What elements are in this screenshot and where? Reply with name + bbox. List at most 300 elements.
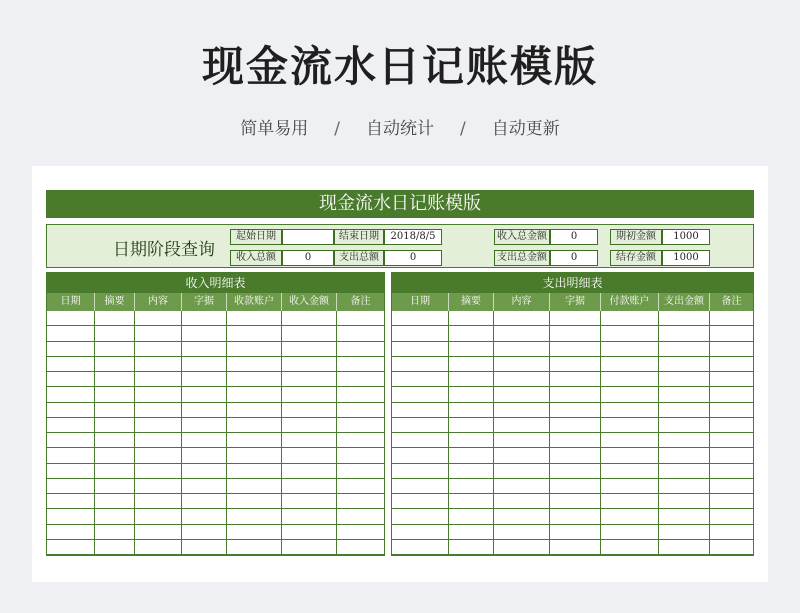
table-cell[interactable] — [227, 372, 282, 386]
table-row — [47, 540, 384, 555]
table-cell[interactable] — [95, 509, 135, 523]
table-cell[interactable] — [392, 479, 449, 493]
table-cell[interactable] — [47, 418, 95, 432]
table-cell[interactable] — [282, 433, 337, 447]
table-cell[interactable] — [550, 326, 601, 340]
table-row — [392, 357, 753, 372]
column-header: 字据 — [550, 293, 601, 311]
table-row — [47, 418, 384, 433]
table-cell[interactable] — [135, 342, 182, 356]
table-cell[interactable] — [135, 540, 182, 554]
tag-separator: / — [334, 119, 340, 139]
tag-easy: 简单易用 — [240, 119, 309, 139]
table-row — [47, 448, 384, 463]
opening-balance-label: 期初金额 — [610, 229, 662, 245]
table-cell[interactable] — [659, 342, 710, 356]
table-cell[interactable] — [449, 494, 494, 508]
table-cell[interactable] — [47, 311, 95, 325]
table-cell[interactable] — [182, 326, 227, 340]
table-row — [392, 509, 753, 524]
table-cell[interactable] — [47, 326, 95, 340]
table-cell[interactable] — [337, 418, 384, 432]
table-cell[interactable] — [601, 540, 659, 554]
table-cell[interactable] — [182, 403, 227, 417]
table-cell[interactable] — [659, 326, 710, 340]
table-row — [47, 403, 384, 418]
table-cell[interactable] — [710, 525, 753, 539]
start-date-label: 起始日期 — [230, 229, 282, 245]
table-cell[interactable] — [494, 357, 550, 371]
table-row — [392, 540, 753, 555]
table-cell[interactable] — [449, 387, 494, 401]
table-cell[interactable] — [449, 311, 494, 325]
table-cell[interactable] — [494, 525, 550, 539]
table-cell[interactable] — [135, 448, 182, 462]
table-cell[interactable] — [95, 342, 135, 356]
table-row — [47, 494, 384, 509]
table-cell[interactable] — [710, 494, 753, 508]
table-row — [392, 525, 753, 540]
table-cell[interactable] — [282, 418, 337, 432]
table-cell[interactable] — [494, 326, 550, 340]
table-cell[interactable] — [449, 342, 494, 356]
column-header: 收入金额 — [282, 293, 337, 311]
income-table-body — [47, 311, 384, 555]
table-cell[interactable] — [494, 540, 550, 554]
income-column-headers — [47, 293, 384, 311]
table-cell[interactable] — [135, 357, 182, 371]
table-cell[interactable] — [392, 433, 449, 447]
table-cell[interactable] — [494, 403, 550, 417]
table-cell[interactable] — [135, 311, 182, 325]
table-cell[interactable] — [449, 509, 494, 523]
table-cell[interactable] — [449, 326, 494, 340]
table-cell[interactable] — [135, 494, 182, 508]
closing-balance-value: 1000 — [662, 250, 710, 266]
table-cell[interactable] — [227, 311, 282, 325]
table-cell[interactable] — [47, 509, 95, 523]
table-cell[interactable] — [337, 387, 384, 401]
table-cell[interactable] — [95, 357, 135, 371]
table-cell[interactable] — [182, 540, 227, 554]
table-row — [47, 326, 384, 341]
column-header: 内容 — [135, 293, 182, 311]
table-row — [392, 403, 753, 418]
table-row — [47, 525, 384, 540]
table-cell[interactable] — [449, 357, 494, 371]
table-cell[interactable] — [601, 403, 659, 417]
table-cell[interactable] — [135, 372, 182, 386]
column-header: 日期 — [392, 293, 449, 311]
table-cell[interactable] — [95, 479, 135, 493]
table-row — [47, 342, 384, 357]
spreadsheet-preview — [32, 166, 768, 582]
table-row — [47, 357, 384, 372]
table-cell[interactable] — [47, 342, 95, 356]
table-cell[interactable] — [494, 494, 550, 508]
table-cell[interactable] — [550, 509, 601, 523]
table-cell[interactable] — [135, 418, 182, 432]
table-cell[interactable] — [550, 403, 601, 417]
table-cell[interactable] — [47, 540, 95, 554]
table-row — [392, 311, 753, 326]
column-header: 日期 — [47, 293, 95, 311]
table-cell[interactable] — [392, 494, 449, 508]
table-cell[interactable] — [659, 448, 710, 462]
table-row — [392, 372, 753, 387]
table-cell[interactable] — [227, 448, 282, 462]
table-row — [47, 372, 384, 387]
table-cell[interactable] — [282, 372, 337, 386]
table-cell[interactable] — [392, 540, 449, 554]
expense-detail-table — [391, 272, 754, 556]
table-cell[interactable] — [392, 509, 449, 523]
table-cell[interactable] — [494, 509, 550, 523]
table-cell[interactable] — [550, 540, 601, 554]
table-cell[interactable] — [710, 387, 753, 401]
column-header: 收款账户 — [227, 293, 282, 311]
table-cell[interactable] — [494, 342, 550, 356]
table-cell[interactable] — [227, 342, 282, 356]
table-cell[interactable] — [550, 448, 601, 462]
table-cell[interactable] — [47, 448, 95, 462]
income-total-value: 0 — [282, 250, 334, 266]
table-cell[interactable] — [47, 387, 95, 401]
column-header: 支出金额 — [659, 293, 710, 311]
table-cell[interactable] — [47, 494, 95, 508]
table-cell[interactable] — [337, 525, 384, 539]
table-cell[interactable] — [550, 525, 601, 539]
table-cell[interactable] — [95, 448, 135, 462]
table-cell[interactable] — [95, 433, 135, 447]
table-cell[interactable] — [227, 494, 282, 508]
table-row — [47, 509, 384, 524]
table-cell[interactable] — [710, 418, 753, 432]
expense-sum-label: 支出总金额 — [494, 250, 550, 266]
table-cell[interactable] — [601, 342, 659, 356]
table-cell[interactable] — [601, 494, 659, 508]
table-cell[interactable] — [95, 540, 135, 554]
table-cell[interactable] — [47, 433, 95, 447]
table-cell[interactable] — [710, 311, 753, 325]
table-cell[interactable] — [601, 525, 659, 539]
table-cell[interactable] — [227, 326, 282, 340]
table-cell[interactable] — [494, 464, 550, 478]
table-cell[interactable] — [449, 448, 494, 462]
table-cell[interactable] — [47, 479, 95, 493]
table-cell[interactable] — [550, 387, 601, 401]
table-cell[interactable] — [47, 357, 95, 371]
table-cell[interactable] — [710, 403, 753, 417]
table-row — [47, 433, 384, 448]
table-cell[interactable] — [282, 326, 337, 340]
table-cell[interactable] — [95, 403, 135, 417]
tag-separator: / — [460, 119, 466, 139]
tag-auto-stat: 自动统计 — [366, 119, 434, 139]
table-cell[interactable] — [392, 326, 449, 340]
table-cell[interactable] — [494, 311, 550, 325]
table-cell[interactable] — [135, 479, 182, 493]
table-cell[interactable] — [392, 448, 449, 462]
table-cell[interactable] — [659, 387, 710, 401]
table-cell[interactable] — [494, 418, 550, 432]
table-row — [47, 387, 384, 402]
table-cell[interactable] — [282, 479, 337, 493]
table-cell[interactable] — [282, 387, 337, 401]
table-cell[interactable] — [227, 403, 282, 417]
table-cell[interactable] — [601, 448, 659, 462]
table-cell[interactable] — [282, 403, 337, 417]
table-cell[interactable] — [227, 525, 282, 539]
table-cell[interactable] — [710, 479, 753, 493]
table-row — [47, 311, 384, 326]
table-cell[interactable] — [494, 479, 550, 493]
table-cell[interactable] — [659, 311, 710, 325]
table-cell[interactable] — [494, 387, 550, 401]
table-cell[interactable] — [337, 326, 384, 340]
table-cell[interactable] — [95, 464, 135, 478]
table-cell[interactable] — [135, 525, 182, 539]
table-cell[interactable] — [601, 372, 659, 386]
table-cell[interactable] — [95, 387, 135, 401]
table-row — [392, 433, 753, 448]
table-cell[interactable] — [282, 464, 337, 478]
table-row — [47, 479, 384, 494]
table-cell[interactable] — [550, 342, 601, 356]
table-cell[interactable] — [337, 509, 384, 523]
table-cell[interactable] — [659, 540, 710, 554]
table-cell[interactable] — [182, 479, 227, 493]
table-cell[interactable] — [659, 357, 710, 371]
table-cell[interactable] — [182, 418, 227, 432]
column-header: 内容 — [494, 293, 550, 311]
table-cell[interactable] — [337, 494, 384, 508]
table-cell[interactable] — [659, 372, 710, 386]
table-cell[interactable] — [282, 357, 337, 371]
table-cell[interactable] — [227, 540, 282, 554]
start-date-value[interactable] — [282, 229, 334, 245]
table-cell[interactable] — [95, 311, 135, 325]
table-cell[interactable] — [95, 525, 135, 539]
table-cell[interactable] — [182, 464, 227, 478]
table-cell[interactable] — [659, 464, 710, 478]
table-cell[interactable] — [659, 479, 710, 493]
table-cell[interactable] — [494, 448, 550, 462]
table-cell[interactable] — [494, 372, 550, 386]
table-cell[interactable] — [550, 418, 601, 432]
table-cell[interactable] — [449, 464, 494, 478]
table-cell[interactable] — [392, 357, 449, 371]
column-header: 摘要 — [95, 293, 135, 311]
table-cell[interactable] — [601, 509, 659, 523]
tagline — [0, 114, 800, 139]
table-cell[interactable] — [710, 509, 753, 523]
income-table-title: 收入明细表 — [47, 273, 384, 293]
table-cell[interactable] — [392, 403, 449, 417]
table-cell[interactable] — [182, 509, 227, 523]
table-cell[interactable] — [449, 403, 494, 417]
table-cell[interactable] — [710, 326, 753, 340]
table-cell[interactable] — [227, 433, 282, 447]
table-cell[interactable] — [182, 448, 227, 462]
table-cell[interactable] — [282, 311, 337, 325]
table-cell[interactable] — [337, 448, 384, 462]
opening-balance-value: 1000 — [662, 229, 710, 245]
table-cell[interactable] — [337, 540, 384, 554]
closing-balance-label: 结存金额 — [610, 250, 662, 266]
table-cell[interactable] — [710, 372, 753, 386]
table-cell[interactable] — [282, 342, 337, 356]
table-row — [392, 326, 753, 341]
table-cell[interactable] — [227, 387, 282, 401]
table-cell[interactable] — [659, 433, 710, 447]
table-cell[interactable] — [659, 509, 710, 523]
table-cell[interactable] — [392, 525, 449, 539]
table-cell[interactable] — [182, 342, 227, 356]
table-cell[interactable] — [550, 433, 601, 447]
table-cell[interactable] — [47, 525, 95, 539]
table-cell[interactable] — [601, 479, 659, 493]
table-cell[interactable] — [337, 342, 384, 356]
table-row — [392, 464, 753, 479]
table-cell[interactable] — [392, 372, 449, 386]
table-cell[interactable] — [601, 433, 659, 447]
table-cell[interactable] — [135, 509, 182, 523]
table-cell[interactable] — [392, 387, 449, 401]
table-cell[interactable] — [282, 525, 337, 539]
table-cell[interactable] — [659, 418, 710, 432]
table-cell[interactable] — [282, 509, 337, 523]
table-cell[interactable] — [95, 494, 135, 508]
table-cell[interactable] — [182, 372, 227, 386]
income-detail-table — [46, 272, 385, 556]
table-cell[interactable] — [227, 509, 282, 523]
table-cell[interactable] — [659, 403, 710, 417]
column-header: 备注 — [721, 296, 742, 307]
table-cell[interactable] — [392, 311, 449, 325]
table-cell[interactable] — [135, 387, 182, 401]
table-cell[interactable] — [550, 494, 601, 508]
table-cell[interactable] — [392, 418, 449, 432]
table-cell[interactable] — [601, 464, 659, 478]
table-cell[interactable] — [135, 464, 182, 478]
table-cell[interactable] — [337, 403, 384, 417]
table-cell[interactable] — [659, 494, 710, 508]
table-cell[interactable] — [449, 479, 494, 493]
table-cell[interactable] — [182, 525, 227, 539]
table-cell[interactable] — [135, 326, 182, 340]
expense-total-label: 支出总额 — [334, 250, 384, 266]
table-cell[interactable] — [337, 311, 384, 325]
table-cell[interactable] — [135, 403, 182, 417]
table-cell[interactable] — [135, 433, 182, 447]
table-cell[interactable] — [227, 464, 282, 478]
table-cell[interactable] — [47, 372, 95, 386]
table-cell[interactable] — [95, 326, 135, 340]
table-row — [47, 464, 384, 479]
end-date-label: 结束日期 — [334, 229, 384, 245]
table-cell[interactable] — [337, 372, 384, 386]
expense-sum-value: 0 — [550, 250, 598, 266]
table-cell[interactable] — [337, 433, 384, 447]
table-cell[interactable] — [601, 418, 659, 432]
column-header: 付款账户 — [601, 293, 659, 311]
table-cell[interactable] — [494, 433, 550, 447]
table-cell[interactable] — [47, 464, 95, 478]
table-row — [392, 494, 753, 509]
table-cell[interactable] — [449, 525, 494, 539]
income-sum-label: 收入总金额 — [494, 229, 550, 245]
table-row — [392, 418, 753, 433]
table-cell[interactable] — [227, 479, 282, 493]
table-cell[interactable] — [337, 464, 384, 478]
table-cell[interactable] — [449, 540, 494, 554]
table-cell[interactable] — [182, 433, 227, 447]
tag-auto-update: 自动更新 — [491, 119, 560, 139]
table-cell[interactable] — [95, 372, 135, 386]
table-cell[interactable] — [659, 525, 710, 539]
table-cell[interactable] — [710, 448, 753, 462]
table-cell[interactable] — [227, 357, 282, 371]
query-title: 日期阶段查询 — [113, 240, 215, 260]
table-cell[interactable] — [392, 342, 449, 356]
table-cell[interactable] — [182, 357, 227, 371]
table-cell[interactable] — [601, 311, 659, 325]
table-cell[interactable] — [449, 372, 494, 386]
table-cell[interactable] — [550, 311, 601, 325]
end-date-value[interactable]: 2018/8/5 — [384, 229, 442, 245]
table-cell[interactable] — [337, 357, 384, 371]
table-cell[interactable] — [601, 357, 659, 371]
table-cell[interactable] — [182, 311, 227, 325]
table-cell[interactable] — [710, 342, 753, 356]
table-cell[interactable] — [550, 372, 601, 386]
table-cell[interactable] — [550, 464, 601, 478]
table-cell[interactable] — [449, 433, 494, 447]
table-cell[interactable] — [601, 387, 659, 401]
table-cell[interactable] — [710, 540, 753, 554]
table-cell[interactable] — [227, 418, 282, 432]
table-cell[interactable] — [550, 357, 601, 371]
table-cell[interactable] — [710, 464, 753, 478]
table-cell[interactable] — [282, 448, 337, 462]
table-cell[interactable] — [47, 403, 95, 417]
table-row — [392, 448, 753, 463]
expense-table-title: 支出明细表 — [392, 273, 753, 293]
table-cell[interactable] — [337, 479, 384, 493]
table-cell[interactable] — [449, 418, 494, 432]
table-cell[interactable] — [392, 464, 449, 478]
expense-table-body — [392, 311, 753, 555]
table-cell[interactable] — [710, 433, 753, 447]
column-header: 摘要 — [449, 293, 494, 311]
table-cell[interactable] — [282, 494, 337, 508]
expense-column-headers — [392, 293, 753, 311]
table-cell[interactable] — [182, 494, 227, 508]
expense-total-value: 0 — [384, 250, 442, 266]
table-cell[interactable] — [282, 540, 337, 554]
table-cell[interactable] — [550, 479, 601, 493]
page-title: 现金流水日记账模版 — [201, 42, 598, 91]
table-cell[interactable] — [710, 357, 753, 371]
table-cell[interactable] — [601, 326, 659, 340]
table-row — [392, 387, 753, 402]
table-cell[interactable] — [182, 387, 227, 401]
table-cell[interactable] — [95, 418, 135, 432]
column-header: 备注 — [350, 296, 371, 307]
table-row — [392, 342, 753, 357]
income-total-label: 收入总额 — [230, 250, 282, 266]
